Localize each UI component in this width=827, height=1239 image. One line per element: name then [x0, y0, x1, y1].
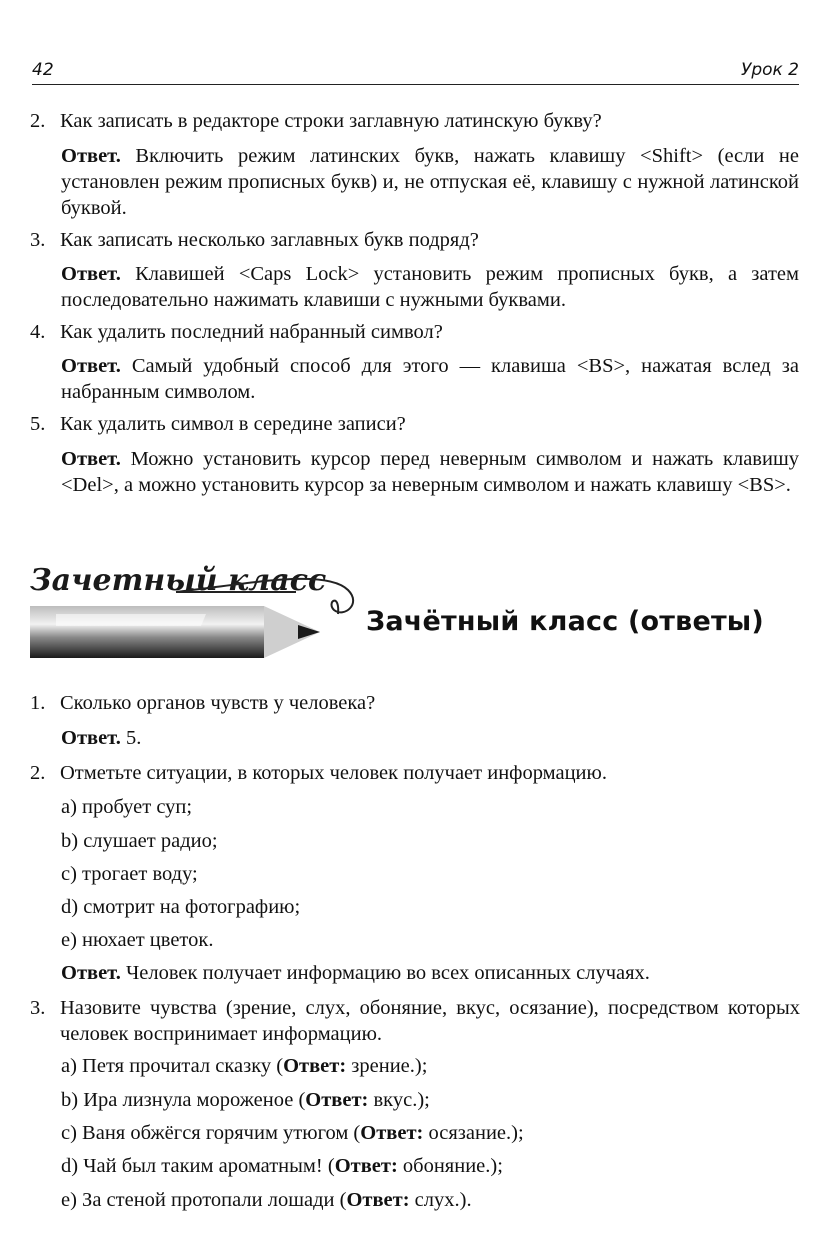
answer-text: Клавишей <Caps Lock> установить режим прописных букв, а затем последовательно нажимать клавиши с нужными буквами.: [61, 263, 799, 311]
answer-label: Ответ.: [61, 145, 121, 167]
quiz-question-3: [30, 995, 800, 1047]
pencil-body: [30, 606, 264, 658]
script-lettering: Зачетный класс: [30, 563, 327, 598]
question-number: 3.: [30, 997, 46, 1019]
answer-label: Ответ.: [61, 448, 121, 470]
page-number: 42: [32, 60, 54, 80]
question-text: Сколько органов чувств у человека?: [60, 692, 376, 714]
answer-label: Ответ:: [305, 1089, 369, 1111]
quiz-answer-2: [61, 960, 799, 986]
list-item: a) Петя прочитал сказку (Ответ: зрение.);: [61, 1055, 428, 1077]
answer-text: Самый удобный способ для этого — клавиша <BS>, нажатая вслед за набранным символом.: [61, 355, 799, 403]
answer-3: [61, 261, 799, 313]
answer-text: Включить режим латинских букв, нажать клавишу <Shift> (если не установлен режим прописных букв) и, не отпуская её, клавишу с нужной латинской буквой.: [61, 145, 799, 219]
answer-label: Ответ:: [283, 1055, 347, 1077]
quiz-question-1: [30, 690, 800, 716]
quiz-question-2: [30, 760, 800, 786]
answer-label: Ответ:: [334, 1155, 398, 1177]
list-item: d) Чай был таким ароматным! (Ответ: обоняние.);: [61, 1155, 503, 1177]
lesson-title: Урок 2: [740, 60, 799, 80]
question-2: [30, 108, 800, 134]
answer-text: Можно установить курсор перед неверным символом и нажать клавишу <Del>, а можно установить курсор за неверным символом и нажать клавишу <BS>.: [61, 448, 799, 496]
list-item: b) Ира лизнула мороженое (Ответ: вкус.);: [61, 1089, 430, 1111]
question-3: [30, 227, 800, 253]
page-header: [32, 58, 799, 85]
answer-label: Ответ.: [61, 355, 121, 377]
answer-text: Человек получает информацию во всех описанных случаях.: [120, 962, 650, 984]
answer-5: [61, 446, 799, 498]
list-item: d) смотрит на фотографию;: [61, 896, 301, 918]
answer-label: Ответ.: [61, 727, 121, 749]
answer-label: Ответ:: [360, 1122, 424, 1144]
answer-2: [61, 143, 799, 221]
question-number: 2.: [30, 762, 46, 784]
list-item: e) За стеной протопали лошади (Ответ: слух.).: [61, 1189, 472, 1211]
question-number: 1.: [30, 692, 46, 714]
list-item: a) пробует суп;: [61, 796, 193, 818]
section-title: Зачётный класс (ответы): [366, 606, 764, 637]
question-number: 5.: [30, 413, 46, 435]
list-item: c) трогает воду;: [61, 863, 198, 885]
answer-4: [61, 353, 799, 405]
quiz-answer-1: [61, 725, 799, 751]
list-item: e) нюхает цветок.: [61, 929, 214, 951]
answer-label: Ответ:: [346, 1189, 410, 1211]
list-item: b) слушает радио;: [61, 830, 218, 852]
question-text: Как записать в редакторе строки заглавную латинскую букву?: [60, 110, 602, 132]
question-text: Как удалить символ в середине записи?: [60, 413, 406, 435]
question-number: 2.: [30, 110, 46, 132]
question-text: Как записать несколько заглавных букв подряд?: [60, 229, 479, 251]
list-item: c) Ваня обжёгся горячим утюгом (Ответ: осязание.);: [61, 1122, 524, 1144]
question-number: 3.: [30, 229, 46, 251]
answer-text: 5.: [120, 727, 142, 749]
question-5: [30, 411, 800, 437]
answer-label: Ответ.: [61, 263, 121, 285]
question-4: [30, 319, 800, 345]
question-number: 4.: [30, 321, 46, 343]
answer-label: Ответ.: [61, 962, 121, 984]
question-text: Назовите чувства (зрение, слух, обоняние, вкус, осязание), посредством которых человек воспринимает информацию.: [60, 997, 800, 1045]
question-text: Как удалить последний набранный символ?: [60, 321, 443, 343]
question-text: Отметьте ситуации, в которых человек получает информацию.: [60, 762, 607, 784]
